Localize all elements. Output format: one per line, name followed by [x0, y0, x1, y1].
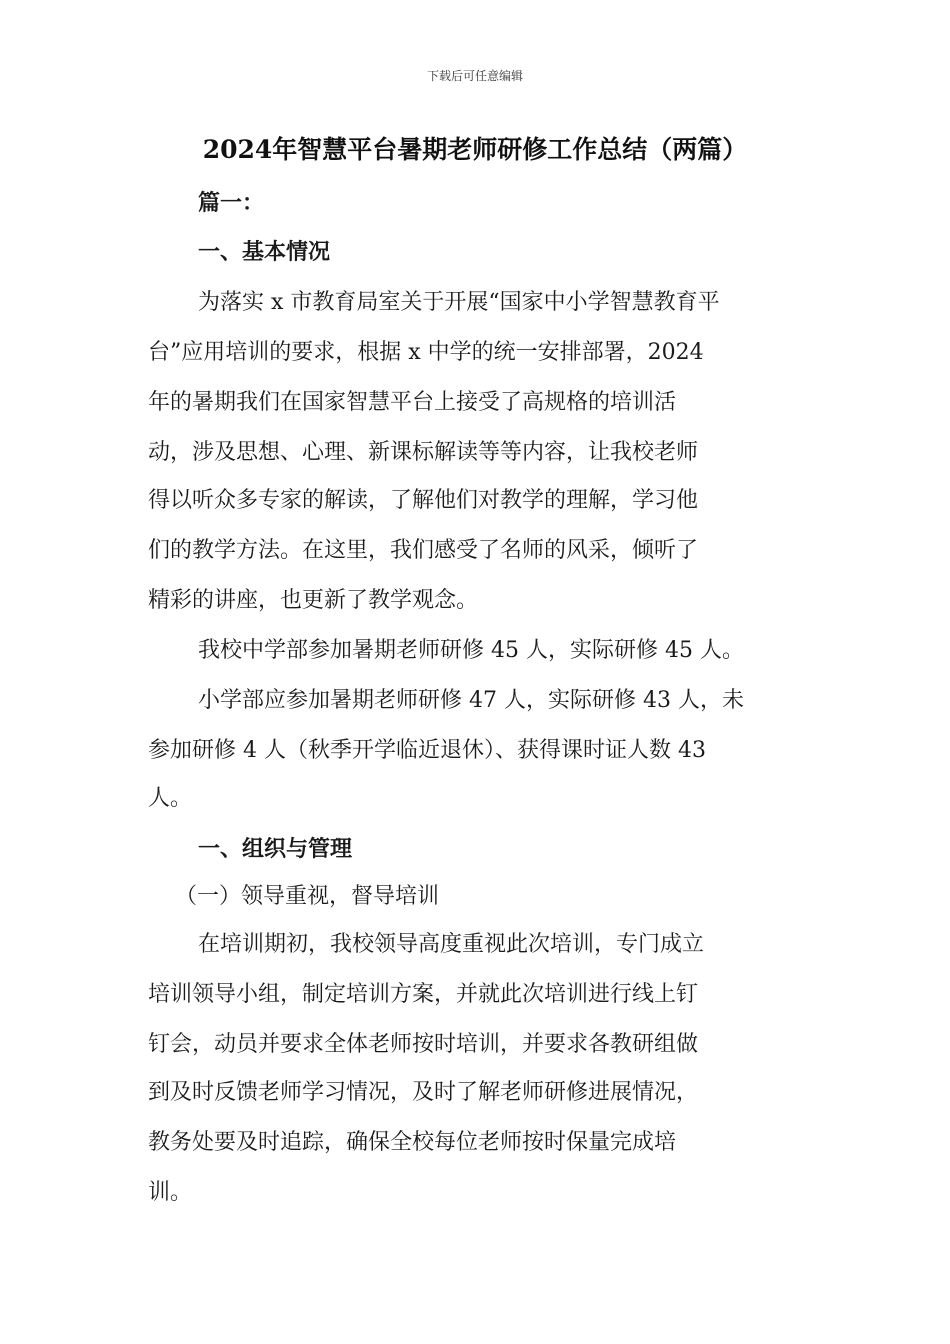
paragraph-line: 们的教学方法。在这里，我们感受了名师的风采，倾听了: [148, 538, 699, 563]
paragraph-line: 我校中学部参加暑期老师研修 45 人，实际研修 45 人。: [198, 638, 744, 663]
paragraph-line: 小学部应参加暑期老师研修 47 人，实际研修 43 人，未: [198, 688, 744, 713]
paragraph-line: 人。: [148, 786, 193, 811]
header-note: 下载后可任意编辑: [426, 69, 523, 83]
paragraph-line: 培训领导小组，制定培训方案，并就此次培训进行线上钉: [148, 982, 699, 1007]
paragraph-line: 钉会，动员并要求全体老师按时培训，并要求各教研组做: [148, 1032, 699, 1057]
paragraph-line: 教务处要及时追踪，确保全校每位老师按时保量完成培: [148, 1130, 677, 1155]
paragraph-line: 得以听众多专家的解读，了解他们对教学的理解，学习他: [148, 488, 699, 513]
paragraph-line: 动，涉及思想、心理、新课标解读等等内容，让我校老师: [148, 440, 699, 465]
paragraph-line: 到及时反馈老师学习情况，及时了解老师研修进展情况，: [148, 1080, 699, 1105]
subheading-leadership: （一）领导重视，督导培训: [175, 884, 440, 909]
heading-basic-situation: 一、基本情况: [198, 239, 331, 265]
paragraph-line: 精彩的讲座，也更新了教学观念。: [148, 588, 479, 613]
paragraph-line: 在培训期初，我校领导高度重视此次培训，专门成立: [198, 932, 705, 957]
paragraph-line: 参加研修 4 人（秋季开学临近退休）、获得课时证人数 43: [148, 738, 706, 763]
paragraph-line: 为落实 x 市教育局室关于开展“国家中小学智慧教育平: [198, 290, 720, 315]
paragraph-line: 训。: [148, 1180, 193, 1205]
paragraph-line: 台”应用培训的要求，根据 x 中学的统一安排部署，2024: [148, 340, 704, 365]
document-title: 2024年智慧平台暑期老师研修工作总结（两篇）: [202, 135, 748, 164]
paragraph-line: 年的暑期我们在国家智慧平台上接受了高规格的培训活: [148, 390, 677, 415]
section-label-part-one: 篇一：: [198, 190, 265, 216]
heading-organization-management: 一、组织与管理: [198, 836, 353, 862]
